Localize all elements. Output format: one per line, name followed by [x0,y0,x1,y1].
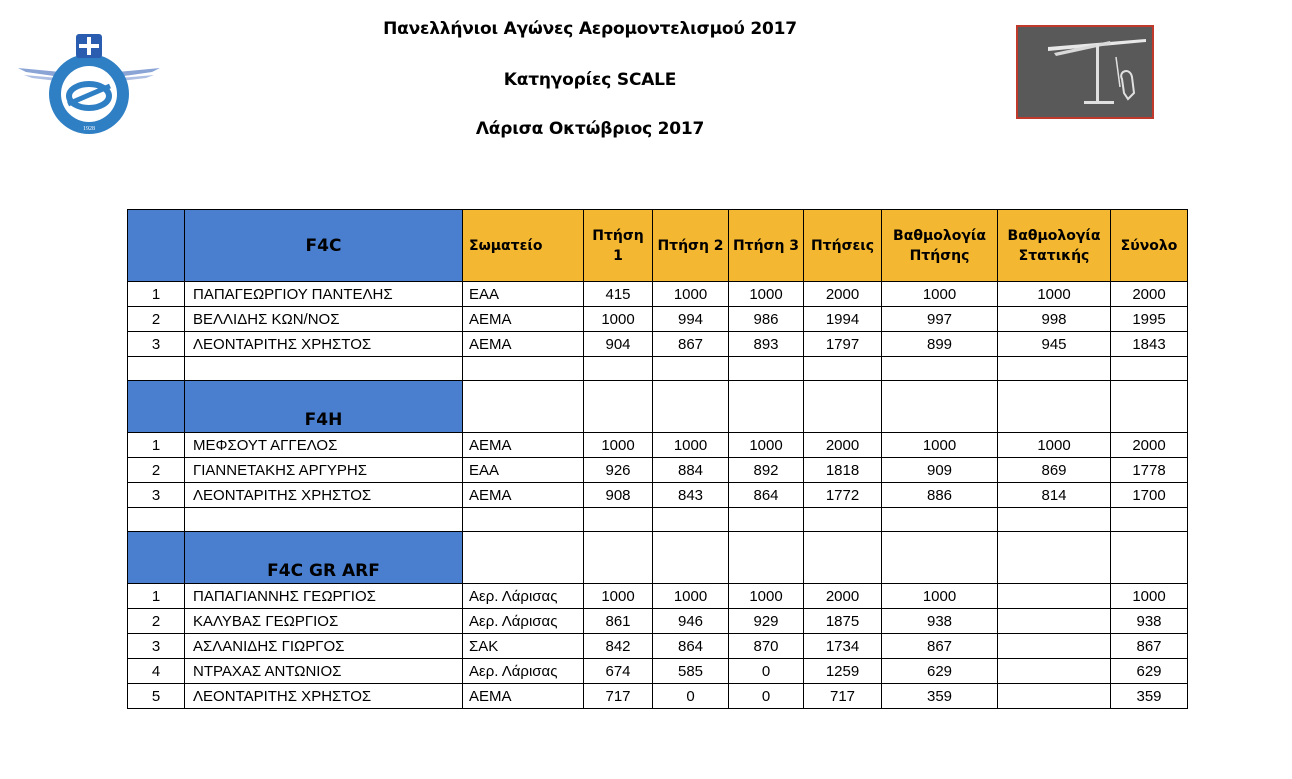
section-header-row [128,381,1188,433]
flight1-cell: 904 [584,332,653,357]
club-cell: ΣΑΚ [463,634,584,659]
section-header-row [128,210,1188,282]
empty-cell [804,508,882,532]
empty-cell [882,532,998,584]
empty-cell [882,357,998,381]
flight1-cell: 415 [584,282,653,307]
spacer-row [128,508,1188,532]
competitor-name-cell: ΝΤΡΑΧΑΣ ΑΝΤΩΝΙΟΣ [185,659,463,684]
empty-cell [998,381,1111,433]
total-cell: 1700 [1111,483,1188,508]
flight2-cell: 1000 [653,282,729,307]
flight1-cell: 861 [584,609,653,634]
total-cell: 1995 [1111,307,1188,332]
column-header-static-score: Βαθμολογία Στατικής [998,210,1111,282]
static-score-cell: 945 [998,332,1111,357]
empty-cell [185,508,463,532]
flights-cell: 1875 [804,609,882,634]
static-score-cell: 1000 [998,282,1111,307]
spacer-row [128,357,1188,381]
flight2-cell: 946 [653,609,729,634]
flight-score-cell: 899 [882,332,998,357]
table-row [128,282,1188,307]
static-score-cell: 869 [998,458,1111,483]
empty-cell [584,357,653,381]
empty-cell [729,381,804,433]
column-header-flight1: Πτήση 1 [584,210,653,282]
flights-cell: 1772 [804,483,882,508]
category-name: F4H [185,381,463,433]
club-cell: ΑΕΜΑ [463,433,584,458]
column-header-total: Σύνολο [1111,210,1188,282]
static-score-cell: 814 [998,483,1111,508]
empty-cell [584,532,653,584]
empty-cell [463,381,584,433]
flight2-cell: 867 [653,332,729,357]
club-cell: ΑΕΜΑ [463,332,584,357]
flight2-cell: 585 [653,659,729,684]
flight1-cell: 674 [584,659,653,684]
flights-cell: 2000 [804,433,882,458]
empty-cell [653,532,729,584]
flight-score-cell: 938 [882,609,998,634]
rank-cell: 4 [128,659,185,684]
logo-year: 1928 [83,126,95,132]
flight3-cell: 0 [729,659,804,684]
competitor-name-cell: ΓΙΑΝΝΕΤΑΚΗΣ ΑΡΓΥΡΗΣ [185,458,463,483]
empty-cell [584,508,653,532]
competitor-name-cell: ΜΕΦΣΟΥΤ ΑΓΓΕΛΟΣ [185,433,463,458]
flights-cell: 2000 [804,584,882,609]
club-cell: ΕΑΑ [463,282,584,307]
flight2-cell: 864 [653,634,729,659]
flight1-cell: 1000 [584,307,653,332]
flight1-cell: 717 [584,684,653,709]
flights-cell: 1734 [804,634,882,659]
flight2-cell: 884 [653,458,729,483]
club-cell: ΑΕΜΑ [463,483,584,508]
static-score-cell: 1000 [998,433,1111,458]
table-row [128,433,1188,458]
flight2-cell: 1000 [653,433,729,458]
flight3-cell: 893 [729,332,804,357]
column-header-flight-score: Βαθμολογία Πτήσης [882,210,998,282]
total-cell: 867 [1111,634,1188,659]
empty-cell [463,508,584,532]
club-cell: ΑΕΜΑ [463,307,584,332]
empty-cell [584,381,653,433]
empty-cell [729,357,804,381]
category-name: F4C GR ARF [185,532,463,584]
results-table [127,209,1188,709]
table-row [128,307,1188,332]
empty-cell [882,508,998,532]
flight3-cell: 929 [729,609,804,634]
club-cell: ΕΑΑ [463,458,584,483]
page-title: Πανελλήνιοι Αγώνες Αερομοντελισμού 2017 [383,19,797,39]
page-subtitle: Κατηγορίες SCALE [503,70,677,90]
club-cell: Αερ. Λάρισας [463,609,584,634]
table-row [128,634,1188,659]
rank-cell: 3 [128,332,185,357]
flight1-cell: 1000 [584,433,653,458]
flight3-cell: 0 [729,684,804,709]
rank-header-cell [128,532,185,584]
competitor-name-cell: ΒΕΛΛΙΔΗΣ ΚΩΝ/ΝΟΣ [185,307,463,332]
empty-cell [1111,508,1188,532]
total-cell: 1843 [1111,332,1188,357]
empty-cell [729,508,804,532]
competitor-name-cell: ΠΑΠΑΓΕΩΡΓΙΟΥ ΠΑΝΤΕΛΗΣ [185,282,463,307]
static-score-cell: 998 [998,307,1111,332]
competitor-name-cell: ΛΕΟΝΤΑΡΙΤΗΣ ΧΡΗΣΤΟΣ [185,332,463,357]
empty-cell [463,357,584,381]
rank-cell: 1 [128,584,185,609]
table-row [128,584,1188,609]
empty-cell [882,381,998,433]
flights-cell: 1818 [804,458,882,483]
rank-cell: 5 [128,684,185,709]
table-row [128,458,1188,483]
rank-header-cell [128,381,185,433]
club-cell: Αερ. Λάρισας [463,659,584,684]
event-place-date: Λάρισα Οκτώβριος 2017 [475,119,705,139]
column-header-flight3: Πτήση 3 [729,210,804,282]
empty-cell [998,508,1111,532]
static-score-cell [998,584,1111,609]
flight3-cell: 1000 [729,433,804,458]
rank-cell: 3 [128,483,185,508]
rank-cell: 2 [128,458,185,483]
rank-cell: 3 [128,634,185,659]
empty-cell [653,357,729,381]
rank-header-cell [128,210,185,282]
total-cell: 2000 [1111,282,1188,307]
flight-score-cell: 997 [882,307,998,332]
competitor-name-cell: ΛΕΟΝΤΑΡΙΤΗΣ ΧΡΗΣΤΟΣ [185,684,463,709]
flights-cell: 1994 [804,307,882,332]
competitor-name-cell: ΚΑΛΥΒΑΣ ΓΕΩΡΓΙΟΣ [185,609,463,634]
column-header-club: Σωματείο [463,210,584,282]
static-score-cell [998,634,1111,659]
flight-score-cell: 886 [882,483,998,508]
flight-score-cell: 1000 [882,433,998,458]
empty-cell [1111,381,1188,433]
federation-logo [16,30,162,138]
empty-cell [128,357,185,381]
total-cell: 1778 [1111,458,1188,483]
flight3-cell: 892 [729,458,804,483]
table-row [128,483,1188,508]
table-row [128,332,1188,357]
rank-cell: 2 [128,307,185,332]
static-score-cell [998,684,1111,709]
empty-cell [653,381,729,433]
flight-score-cell: 867 [882,634,998,659]
section-header-row [128,532,1188,584]
empty-cell [185,357,463,381]
flight-score-cell: 909 [882,458,998,483]
total-cell: 1000 [1111,584,1188,609]
club-cell: ΑΕΜΑ [463,684,584,709]
empty-cell [729,532,804,584]
flight3-cell: 1000 [729,584,804,609]
rank-cell: 1 [128,282,185,307]
competitor-name-cell: ΑΣΛΑΝΙΔΗΣ ΓΙΩΡΓΟΣ [185,634,463,659]
flight-score-cell: 1000 [882,282,998,307]
flight2-cell: 0 [653,684,729,709]
total-cell: 359 [1111,684,1188,709]
flight1-cell: 908 [584,483,653,508]
total-cell: 629 [1111,659,1188,684]
flight-score-cell: 359 [882,684,998,709]
competitor-name-cell: ΠΑΠΑΓΙΑΝΝΗΣ ΓΕΩΡΓΙΟΣ [185,584,463,609]
empty-cell [998,357,1111,381]
flight1-cell: 1000 [584,584,653,609]
flight2-cell: 994 [653,307,729,332]
column-header-flight2: Πτήση 2 [653,210,729,282]
table-row [128,684,1188,709]
flight1-cell: 926 [584,458,653,483]
flight2-cell: 1000 [653,584,729,609]
flight3-cell: 870 [729,634,804,659]
table-row [128,659,1188,684]
rank-cell: 2 [128,609,185,634]
glider-logo [1016,25,1154,119]
flights-cell: 1259 [804,659,882,684]
flights-cell: 717 [804,684,882,709]
category-name: F4C [185,210,463,282]
flights-cell: 1797 [804,332,882,357]
static-score-cell [998,659,1111,684]
static-score-cell [998,609,1111,634]
flights-cell: 2000 [804,282,882,307]
flight-score-cell: 629 [882,659,998,684]
total-cell: 2000 [1111,433,1188,458]
flight3-cell: 864 [729,483,804,508]
empty-cell [804,357,882,381]
competitor-name-cell: ΛΕΟΝΤΑΡΙΤΗΣ ΧΡΗΣΤΟΣ [185,483,463,508]
flight3-cell: 986 [729,307,804,332]
flight-score-cell: 1000 [882,584,998,609]
empty-cell [998,532,1111,584]
empty-cell [1111,532,1188,584]
column-header-flights: Πτήσεις [804,210,882,282]
flight2-cell: 843 [653,483,729,508]
empty-cell [804,532,882,584]
rank-cell: 1 [128,433,185,458]
empty-cell [653,508,729,532]
total-cell: 938 [1111,609,1188,634]
flight3-cell: 1000 [729,282,804,307]
empty-cell [128,508,185,532]
club-cell: Αερ. Λάρισας [463,584,584,609]
empty-cell [1111,357,1188,381]
empty-cell [463,532,584,584]
empty-cell [804,381,882,433]
table-row [128,609,1188,634]
flight1-cell: 842 [584,634,653,659]
